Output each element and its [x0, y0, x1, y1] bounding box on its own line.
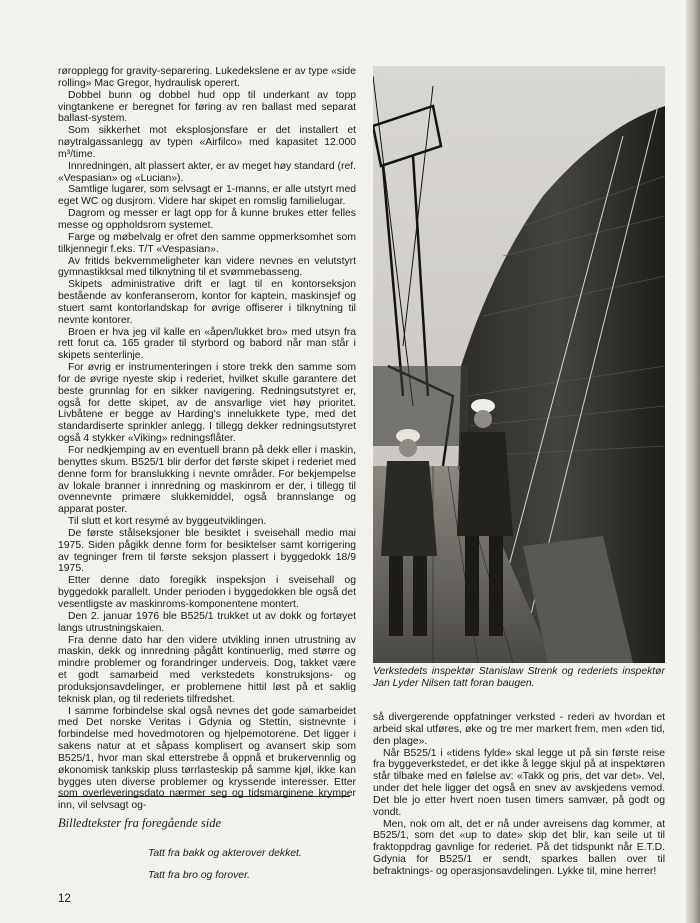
paragraph: røropplegg for gravity-separering. Lukedekslene er av type «side rolling» Mac Gregor, hydraulisk operert.	[58, 66, 356, 89]
paragraph: Som sikkerhet mot eksplosjonsfare er det installert et nøytralgassanlegg av typen «Airfilco» med kapasitet 12.000 m³/time.	[58, 125, 356, 160]
paragraph: De første stålseksjoner ble besiktet i sveisehall medio mai 1975. Siden pågikk denne form for besiktelser samt korrigering av tegninger frem til første seksjon plassert i byggedokk 18/9 1975.	[58, 527, 356, 575]
paragraph: Til slutt et kort resymé av byggeutviklingen.	[68, 516, 267, 528]
paragraph: så divergerende oppfatninger verksted - rederi av hvordan et arbeid skal utføres, øke og tre mer markert frem, men «den tid, den plage».	[373, 712, 665, 747]
right-column	[373, 712, 665, 878]
ship-photo	[373, 66, 665, 663]
ship-photo-illustration	[373, 66, 665, 663]
divider	[58, 796, 350, 797]
paragraph: Innredningen, alt plassert akter, er av meget høy standard (ref. «Vespasian» og «Lucian»).	[58, 160, 356, 184]
paragraph: Dagrom og messer er lagt opp for å kunne brukes etter felles messe og oppholdsrom systemet.	[58, 208, 356, 231]
paragraph: Farge og møbelvalg er ofret den samme oppmerksomhet som tilkjennegir f.eks. T/T «Vespasian».	[58, 231, 356, 255]
paragraph: Skipets administrative drift er lagt til en kontorseksjon bestående av konferanserom, kontor for kaptein, maskinsjef og stuert samt kontorlandskap for øvrige offiserer i tilknytning til nevnte kontorer.	[58, 279, 356, 326]
paragraph: For nedkjemping av en eventuell brann på dekk eller i maskin, benyttes skum. B525/1 blir derfor det første skipet i rederiet med denne form for branslukking i nevnte områder. For bekjempelse av lokale branner i innredning og maskinrom er der, i tillegg til ovennevnte primære slukkemiddel, også brannslange og apparat poster.	[58, 445, 356, 516]
picture-captions-heading: Billedtekster fra foregående side	[58, 816, 222, 830]
paragraph: Fra denne dato har den videre utvikling innen utrustning av maskin, dekk og innredning pågått kontinuerlig, med større og mindre problemer og forandringer underveis. Dog, takket være et godt samarbeid med verkstedets konstruksjons- og produksjonsavdelinger, er problemene hittil løst på et saklig teknisk plan, og til rederiets tilfredshet.	[58, 634, 356, 705]
page-number: 12	[58, 893, 71, 905]
paragraph: For øvrig er instrumenteringen i store trekk den samme som for de øvrige nyeste skip i rederiet, hvilket skulle garantere det beste grunnlag for en sikker navigering. Redningsutstyret er, også for dette skipet, av de ansvarlige viet høy prioritet. Livbåtene er begge av Harding's innelukkete type, med det standardiserte sprinkler anlegg. I tillegg dekker redningsutstyret også 4 stykker «Viking» redningsflåter.	[58, 362, 356, 445]
picture-caption-line: Tatt fra bakk og akterover dekket.	[148, 848, 302, 859]
photo-caption: Verkstedets inspektør Stanislaw Strenk og rederiets inspektør Jan Lyder Nilsen tatt foran baugen.	[373, 666, 665, 689]
page-binding-shadow	[686, 0, 700, 923]
paragraph: I samme forbindelse skal også nevnes det gode samarbeidet med Det norske Veritas i Gdynia og Stettin, sistnevnte i forbindelse med hovedmotoren og hjelpemotorene. Det ligger i sakens natur at et såpass komplisert og avansert skip som B525/1, hvor man skal etterstrebe å oppnå et brukervennlig og økonomisk tankskip pluss tørrlasteskip på samme kjøl, ikke kan bygges uten diverse problemer og kryssende interesser. Etter som overleveringsdato nærmer seg og tidsmarginene krymper inn, vil selvsagt og-	[58, 705, 356, 812]
paragraph: Når B525/1 i «tidens fylde» skal legge ut på sin første reise fra byggeverkstedet, er det ikke å legge skjul på at inspektøren står tilbake med en følelse av: «Takk og pris, det var det». Vel, under det hele ligger det også en snev av avskjedens vemod. Det ble jo etter hvert noen tusen timers samvær, på godt og vondt.	[373, 747, 665, 818]
paragraph: Den 2. januar 1976 ble B525/1 trukket ut av dokk og fortøyet langs utrustningskaien.	[58, 610, 356, 634]
paragraph: Etter denne dato foregikk inspeksjon i sveisehall og byggedokk parallelt. Under perioden i byggedokken ble også det vesentligste av maskinroms-komponentene montert.	[58, 575, 356, 610]
paragraph: Av fritids bekvemmeligheter kan videre nevnes en velutstyrt gymnastikksal med tilknytning til et svømmebasseng.	[58, 255, 356, 279]
paragraph: Dobbel bunn og dobbel hud opp til underkant av topp vingtankene er beregnet for føring av ren ballast med separat ballast-system.	[58, 89, 356, 125]
paragraph: Samtlige lugarer, som selvsagt er 1-manns, er alle utstyrt med eget WC og dusjrom. Videre har skipet en romslig familielugar.	[58, 184, 356, 208]
left-column	[58, 66, 356, 812]
paragraph: Men, nok om alt, det er nå under avreisens dag kommer, at B525/1, som det «up to date» skip det blir, kan seile ut til fraktoppdrag gavnlige for rederiet. På det tidspunkt når E.T.D. Gdynia for B525/1 er sendt, sparkes ballen over til befraktnings- og operasjonsavdelingen. Lykke til, mine herrer!	[373, 818, 665, 877]
paragraph: Broen er hva jeg vil kalle en «åpen/lukket bro» med utsyn fra rett forut ca. 165 grader til styrbord og babord når man står i skipets senterlinje.	[58, 326, 356, 362]
picture-caption-line: Tatt fra bro og forover.	[148, 870, 251, 881]
